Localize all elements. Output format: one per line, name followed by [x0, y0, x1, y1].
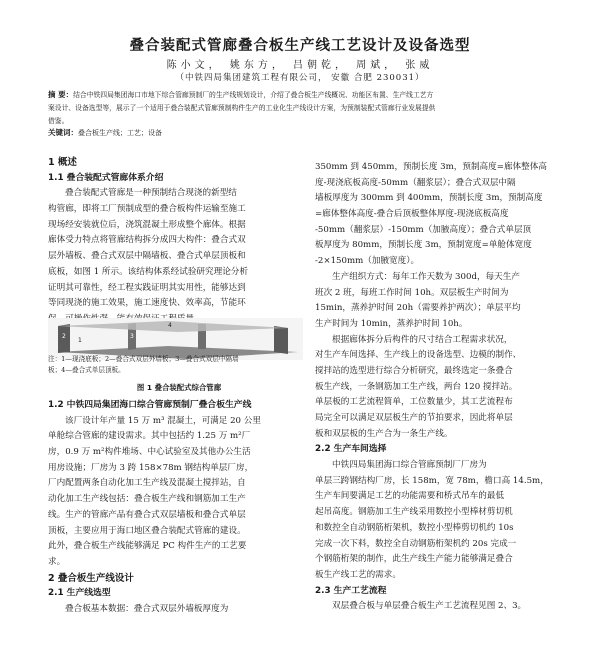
body-line: 此外，叠合板生产线能够满足 PC 构件生产的工艺要: [48, 541, 247, 552]
body-line: 叠合板基本数据：叠合式双层外墙板厚度为: [65, 603, 229, 614]
body-line: 证明其可靠性，经工程实践证明其实用性，能够达到: [48, 282, 246, 293]
abstract-label: 摘 要：: [48, 90, 74, 99]
body-line: 单层板的工艺流程简单，工位数量少，其工艺流程布: [315, 397, 513, 408]
body-line: 单层三跨钢结构厂房，长 158m，宽 78m，檐口高 14.5m，: [315, 475, 549, 486]
body-line: 板厚度为 80mm，预制长度 3m，预制宽度=单舱体宽度: [315, 240, 532, 251]
body-line: 中铁四局集团海口综合管廊预制厂厂房为: [332, 460, 487, 471]
figure-caption: 图 1 叠合装配式综合管廊: [136, 383, 222, 392]
body-line: 双层叠合板与单层叠合板生产工艺流程见图 2、3。: [332, 601, 527, 612]
body-line: 叠合装配式管廊是一种预制结合现浇的新型结: [65, 188, 237, 199]
body-line: 墙板厚度为 300mm 到 400mm，预制长度 3m，预制高度: [315, 193, 543, 204]
abstract-line: [48, 88, 560, 102]
body-line: 和数控全自动钢筋桁架机，数控小型棒剪切机约 10s: [315, 522, 514, 533]
body-line: 对生产车间选择、生产线上的设备选型、边模的制作、: [315, 350, 522, 361]
figure-note: [48, 354, 310, 376]
keywords: [48, 127, 560, 138]
author-list: 陈小文， 姚东方， 吕朝乾， 周斌， 张威: [166, 60, 434, 71]
body-line: 该厂设计年产量 15 万 m³ 混凝土，可满足 20 公里: [65, 415, 261, 426]
figure-note-line: 板；4—叠合式单层顶板。: [48, 366, 125, 374]
body-line: 350mm 到 450mm，预制长度 3m，预制高度=廊体整体高: [315, 162, 547, 172]
body-line: =廊体整体高度-叠合后顶板整体厚度-现浇底板高度: [315, 209, 509, 220]
outer-wall-panel: [274, 326, 288, 354]
body-line: 生产车间要满足工艺的功能需要和桥式吊车的最低: [315, 491, 505, 502]
body-line: 板和双层板的生产合为一条生产线。: [315, 428, 453, 439]
body-line: 个钢筋桁架的制作，此生产线生产能力能够满足叠合: [315, 554, 513, 565]
keywords-text: 叠合板生产线；工艺；设备: [78, 129, 162, 137]
body-line: 度-现浇底板高度-50mm（翻浆层）；叠合式双层中隔: [315, 177, 516, 188]
subsection-heading: 2.3 生产工艺流程: [315, 585, 387, 596]
right-column: [315, 160, 577, 615]
body-line: 等同现浇的施工效果，施工速度快、效率高，节能环: [48, 298, 246, 309]
body-line: 层外墙板、叠合式双层中隔墙板、叠合式单层顶板和: [48, 251, 246, 262]
body-line: 线。生产的管廊产品有叠合式双层墙板和叠合式单层: [48, 509, 246, 520]
body-line: 房，0.9 万 m²构件堆场、中心试验室及其他办公生活: [48, 447, 251, 458]
body-line: 用房设施；厂房为 3 跨 158×78m 钢结构单层厂房，: [48, 462, 254, 473]
left-column: [48, 155, 310, 328]
left-column-lower: [48, 398, 310, 618]
abstract-line: 案设计、设备选型等，展示了一个适用于叠合装配式管廊预制构件生产的工业化生产线设计方案，为预制装配式管廊行业发展提供: [48, 104, 436, 112]
body-line: 廊体受力特点将管廊结构拆分成四大构件：叠合式双: [48, 235, 246, 246]
body-line: -50mm（翻浆层）-150mm（加腋高度）；叠合式单层顶: [315, 224, 532, 235]
figure-label: 4: [168, 322, 172, 329]
affiliation: （中铁四局集团建筑工程有限公司， 安徽 合肥 230031）: [175, 73, 425, 83]
keywords-label: 关键词：: [48, 128, 78, 137]
abstract-text: 结合中铁四局集团海口市地下综合管廊预制厂的生产线规划设计，介绍了叠合板生产线概况、功能区布置、生产线工艺方: [73, 91, 434, 99]
subsection-heading: 2.2 生产车间选择: [315, 444, 387, 455]
subsection-heading: 2.1 生产线选型: [48, 588, 111, 599]
body-line: 顶板，主要应用于海口地区叠合装配式管廊的建设。: [48, 525, 246, 536]
body-line: 底板，如图 1 所示。该结构体系经试验研究理论分析: [48, 266, 248, 277]
subsection-heading: 1.1 叠合装配式管廊体系介绍: [48, 172, 164, 183]
figure-note-line: 注：1—现浇底板；2—叠合式双层外墙板；3—叠合式双层中隔墙: [48, 355, 239, 363]
body-line: 完成一次下料，数控全自动钢筋桁架机约 20s 完成一: [315, 538, 517, 549]
subsection-heading: 1.2 中铁四局集团海口综合管廊预制厂叠合板生产线: [48, 400, 252, 410]
body-line: 班次 2 班，每班工作时间 10h。双层板生产时间为: [315, 287, 509, 298]
body-line: 起吊高度。钢筋加工生产线采用数控小型棒材剪切机: [315, 507, 513, 518]
body-line: 板生产线，一条钢筋加工生产线，两台 120 搅拌站。: [315, 381, 518, 392]
body-line: 现场经安装就位后，浇筑混凝土形成整个廊体。根据: [48, 219, 246, 230]
body-line: 局完全可以满足双层板生产的节拍要求，因此将单层: [315, 413, 513, 423]
figure-label: 1: [78, 337, 82, 344]
body-line: 生产时间为 10min，蒸养护时间 10h。: [315, 318, 468, 329]
body-line: 板生产线工艺的需求。: [315, 569, 401, 580]
body-line: 单舱综合管廊的建设需求。其中包括约 1.25 万 m²厂: [48, 431, 251, 442]
body-line: 根据廊体拆分后构件的尺寸结合工程需求状况，: [332, 334, 513, 345]
section-heading: 2 叠合板生产线设计: [48, 572, 134, 584]
body-line: 搅拌站的选型进行综合分析研究，最终选定一条叠合: [315, 365, 513, 376]
body-line: 求。: [48, 556, 66, 567]
section-heading: 1 概述: [48, 157, 77, 168]
abstract-line: 借鉴。: [48, 117, 69, 125]
body-line: 15min，蒸养护时间 20h（需要养护两次）；单层平均: [315, 303, 521, 314]
paper-title: 叠合装配式管廊叠合板生产线工艺设计及设备选型: [129, 38, 471, 54]
body-line: -2×150mm（加腋宽度）。: [315, 256, 420, 267]
body-line: 生产组织方式：每年工作天数为 300d，每天生产: [332, 271, 520, 282]
abstract: [48, 88, 560, 128]
figure-label: 2: [62, 333, 66, 340]
body-line: 构管廊，即将工厂预制成型的叠合板构件运输至施工: [48, 204, 246, 215]
body-line: 动化加工生产线包括：叠合板生产线和钢筋加工生产: [48, 494, 246, 505]
figure-label: 3: [130, 333, 134, 340]
body-line: 厂内配置两条自动化加工生产线及混凝土搅拌站，自: [48, 478, 246, 489]
